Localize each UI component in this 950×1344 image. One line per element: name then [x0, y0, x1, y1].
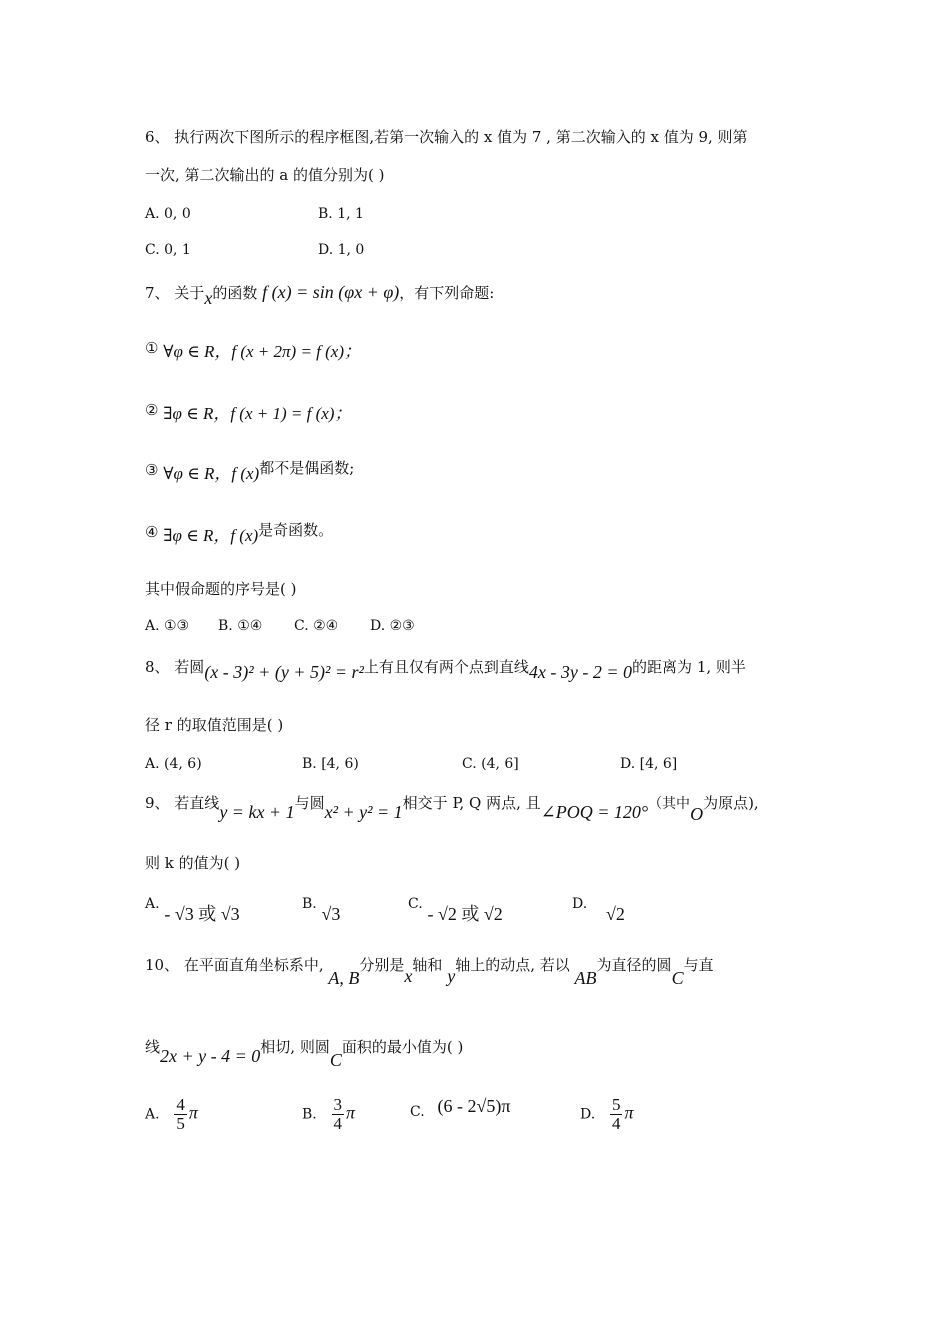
q10-option-c — [410, 1096, 511, 1122]
q8-line2: 径 r 的取值范围是( ) — [145, 716, 284, 734]
q10-option-a-numerator: 4 — [176, 1095, 185, 1114]
q10-mid4: 为直径的圆 — [596, 956, 672, 974]
q7-option-a: A. ①③ — [145, 618, 190, 634]
q9-option-c-value: - √2 或 √2 — [427, 904, 503, 924]
q8-option-d: D. [4, 6] — [620, 756, 678, 772]
q9-option-d-label: D. — [572, 896, 588, 912]
q7-option-c: C. ②④ — [294, 618, 339, 634]
q10-tail: 与直 — [683, 956, 714, 974]
q10-mid3: 轴上的动点, 若以 — [455, 956, 570, 974]
q10-mid1: 分别是 — [359, 956, 405, 974]
q8-option-a: A. (4, 6) — [145, 756, 202, 772]
q9-mid1: 与圆 — [294, 794, 325, 812]
q7-intro — [145, 282, 495, 308]
q10-option-b-denominator: 4 — [333, 1113, 343, 1133]
q9-mid3: （其中 — [648, 796, 691, 812]
q9-option-a-label: A. — [145, 896, 160, 912]
q7-p2-number: ② — [145, 401, 159, 419]
q10-option-a-denominator: 5 — [176, 1113, 185, 1133]
q10-option-d-fraction — [610, 1096, 623, 1133]
q9-option-b-value: √3 — [321, 904, 341, 924]
q9-origin-o: O — [690, 804, 704, 824]
q9-option-a-value: - √3 或 √3 — [164, 904, 240, 924]
q7-proposition-3 — [145, 459, 355, 484]
q10-option-b-numerator: 3 — [333, 1095, 343, 1114]
q9-line1 — [145, 792, 759, 824]
q7-p1-number: ① — [145, 339, 159, 357]
q10-option-d-label: D. — [580, 1106, 596, 1123]
q6-line2: 一次, 第二次输出的 a 的值分别为( ) — [145, 166, 385, 184]
q10-option-d — [580, 1096, 634, 1133]
q10-option-c-label: C. — [410, 1104, 425, 1120]
q7-p1-math: ∀φ ∈ R，f (x + 2π) = f (x)； — [163, 342, 362, 361]
q9-intro: 9、 若直线 — [145, 794, 220, 812]
q9-circle-equation: x² + y² = 1 — [324, 802, 403, 822]
q10-option-a-fraction — [174, 1096, 187, 1133]
q10-option-b-label: B. — [302, 1106, 317, 1123]
q6-option-c: C. 0, 1 — [145, 242, 191, 258]
q9-option-a — [145, 896, 240, 924]
q10-option-b — [302, 1096, 355, 1133]
q10-circle-c2: C — [329, 1050, 342, 1070]
q7-proposition-4 — [145, 521, 334, 546]
q7-p3-text: 都不是偶函数; — [259, 459, 355, 477]
q10-intro: 10、 在平面直角坐标系中, — [145, 956, 324, 974]
q6-line1: 6、 执行两次下图所示的程序框图,若第一次输入的 x 值为 7 , 第二次输入的 x 值为 9, 则第 — [145, 128, 748, 146]
q10-option-b-fraction — [332, 1096, 345, 1133]
q9-option-b-label: B. — [302, 896, 317, 912]
q8-option-b: B. [4, 6) — [302, 756, 359, 772]
q9-line2: 则 k 的值为( ) — [145, 854, 241, 872]
q10-l2b: 相切, 则圆 — [260, 1038, 330, 1056]
q10-l2c: 面积的最小值为( ) — [341, 1038, 464, 1056]
q9-option-c-label: C. — [408, 896, 423, 912]
q9-option-d-value: √2 — [605, 904, 625, 924]
q8-intro: 8、 若圆 — [145, 658, 205, 676]
q9-option-c — [408, 896, 503, 924]
q8-option-c: C. (4, 6] — [462, 756, 519, 772]
q7-question: 其中假命题的序号是( ) — [145, 580, 297, 598]
q7-p2-math: ∃φ ∈ R，f (x + 1) = f (x)； — [163, 404, 352, 423]
q7-function: f (x) = sin (φx + φ) — [262, 282, 400, 302]
q6-option-d: D. 1, 0 — [318, 242, 365, 258]
q10-option-a-pi: π — [188, 1102, 198, 1123]
q7-intro-b: 的函数 — [212, 284, 258, 302]
q8-line-equation: 4x - 3y - 2 = 0 — [528, 662, 633, 682]
q7-var-x: x — [204, 288, 213, 308]
q10-points-ab: A, B — [328, 968, 360, 988]
q10-option-d-denominator: 4 — [611, 1113, 621, 1133]
q10-option-c-value: (6 - 2√5)π — [437, 1096, 511, 1116]
q10-option-b-pi: π — [346, 1102, 356, 1123]
q10-mid2: 轴和 — [412, 956, 443, 974]
q10-line2 — [145, 1036, 464, 1070]
q8-circle-equation: (x - 3)² + (y + 5)² = r² — [204, 662, 364, 682]
q10-var-y: y — [447, 966, 456, 986]
q7-proposition-2 — [145, 401, 352, 424]
q10-line1 — [145, 954, 714, 988]
q7-intro-c: ，有下列命题: — [399, 284, 495, 302]
q10-circle-c: C — [671, 968, 684, 988]
q7-p4-text: 是奇函数。 — [258, 521, 334, 539]
q10-option-d-numerator: 5 — [611, 1095, 621, 1114]
q9-line-equation: y = kx + 1 — [219, 802, 295, 822]
q10-option-a-label: A. — [145, 1106, 160, 1123]
q7-proposition-1 — [145, 339, 362, 362]
q10-var-x: x — [404, 966, 413, 986]
q9-mid2: 相交于 P, Q 两点, 且 — [402, 794, 541, 812]
q9-tail: 为原点), — [703, 794, 759, 812]
q7-p3-math: ∀φ ∈ R，f (x) — [163, 464, 260, 483]
q9-option-d — [572, 896, 625, 924]
q8-line1 — [145, 656, 746, 682]
q6-option-a: A. 0, 0 — [145, 206, 191, 222]
q7-p3-number: ③ — [145, 461, 159, 479]
q9-option-b — [302, 896, 341, 924]
q10-line-equation: 2x + y - 4 = 0 — [160, 1046, 261, 1066]
q10-option-d-pi: π — [624, 1102, 634, 1123]
q10-l2a: 线 — [145, 1038, 161, 1056]
q8-tail: 的距离为 1, 则半 — [632, 658, 746, 676]
q10-option-a — [145, 1096, 198, 1133]
q6-option-b: B. 1, 1 — [318, 206, 364, 222]
q7-p4-math: ∃φ ∈ R，f (x) — [163, 526, 259, 545]
q7-option-d: D. ②③ — [370, 618, 415, 634]
q8-mid: 上有且仅有两个点到直线 — [363, 658, 529, 676]
q10-segment-ab: AB — [574, 968, 597, 988]
q9-angle: ∠POQ = 120° — [540, 802, 649, 822]
q7-option-b: B. ①④ — [218, 618, 263, 634]
q7-intro-a: 7、 关于 — [145, 284, 205, 302]
q7-p4-number: ④ — [145, 523, 159, 541]
